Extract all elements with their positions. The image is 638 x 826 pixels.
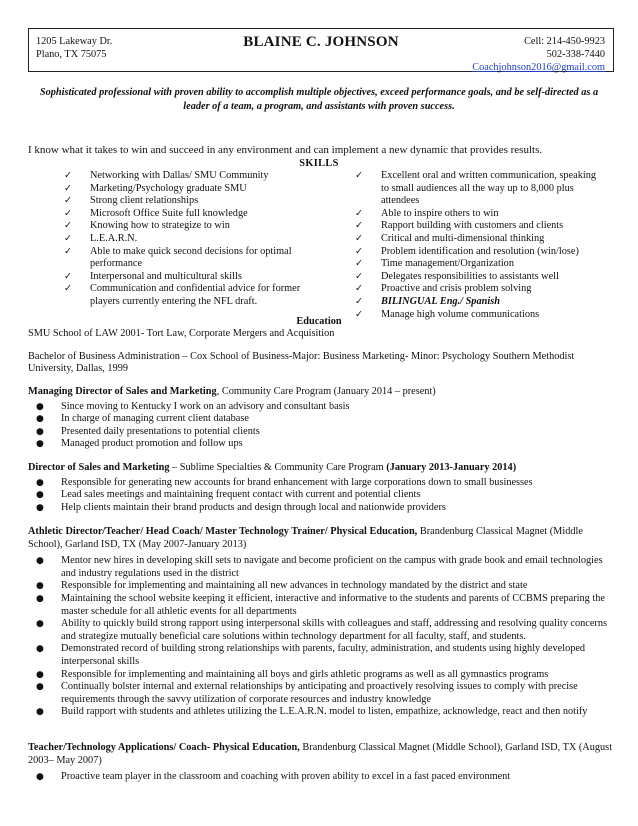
job-bullet: ● Ability to quickly build strong rapport using interpersonal skills with colleagues and staff, addressing and resolving quality concerns and strategize mutually beneficial care solutions within technology department for all faculty, staff, and students. — [36, 618, 608, 642]
bullet-icon: ● — [36, 490, 44, 501]
job-title: Managing Director of Sales and Marketing — [28, 386, 217, 397]
contact-block — [472, 35, 605, 74]
bullet-icon: ● — [36, 401, 44, 412]
check-icon: ✓ — [355, 295, 363, 307]
cell-phone: Cell: 214-450-9923 — [524, 36, 605, 47]
education-heading: Education — [296, 316, 342, 327]
bullet-icon: ● — [36, 593, 44, 604]
bullet-icon: ● — [36, 426, 44, 437]
job-teacher-technology — [28, 742, 618, 784]
check-icon: ✓ — [64, 270, 72, 282]
skill-item: ✓ L.E.A.R.N. — [64, 232, 138, 244]
skill-item: ✓ Manage high volume communications — [355, 308, 540, 320]
job-bullet: ● Help clients maintain their brand products and design through local and nationwide providers — [36, 501, 446, 513]
job-bullet: ● Lead sales meetings and maintaining frequent contact with current and potential clients — [36, 489, 421, 501]
skill-item: ✓ Networking with Dallas/ SMU Community — [64, 170, 269, 181]
job-title: Director of Sales and Marketing — [28, 462, 170, 473]
professional-summary: Sophisticated professional with proven ability to accomplish multiple objectives, exceed performance goals, and be self-directed as a leader of a team, a program, and assistants with proven success. — [39, 87, 599, 112]
bullet-icon: ● — [36, 772, 44, 783]
skills-right-column — [355, 170, 605, 321]
check-icon: ✓ — [64, 283, 72, 295]
job-athletic-director — [28, 526, 618, 719]
bullet-icon: ● — [36, 669, 44, 680]
job-heading — [28, 526, 618, 551]
job-title: Athletic Director/Teacher/ Head Coach/ Master Technology Trainer/ Physical Education, — [28, 526, 418, 537]
job-bullet: ● Responsible for implementing and maintaining all boys and girls athletic programs as well as all gymnastics programs — [36, 668, 549, 680]
address-line-2: Plano, TX 75075 — [36, 49, 107, 60]
skill-item: ✓ Able to inspire others to win — [355, 207, 499, 219]
bullet-icon: ● — [36, 502, 44, 513]
job-heading — [28, 742, 618, 767]
check-icon: ✓ — [64, 195, 72, 207]
skill-item: ✓ BILINGUAL Eng./ Spanish — [355, 295, 500, 307]
check-icon: ✓ — [355, 220, 363, 232]
bullet-icon: ● — [36, 682, 44, 693]
skill-item: ✓ Microsoft Office Suite full knowledge — [64, 207, 248, 219]
skill-item: ✓ Knowing how to strategize to win — [64, 220, 230, 232]
job-details: , Community Care Program (January 2014 – present) — [216, 386, 436, 397]
check-icon: ✓ — [355, 170, 363, 181]
check-icon: ✓ — [64, 220, 72, 232]
bullet-icon: ● — [36, 414, 44, 425]
job-heading — [28, 462, 618, 475]
job-details: – Sublime Specialties & Community Care Program — [169, 462, 387, 473]
check-icon: ✓ — [355, 207, 363, 219]
bullet-icon: ● — [36, 707, 44, 718]
check-icon: ✓ — [355, 258, 363, 270]
job-details: Brandenburg Classical Magnet (Middle School), Garland ISD, TX (May 2007-January 2013) — [28, 526, 583, 550]
job-bullet: ● Since moving to Kentucky I work on an advisory and consultant basis — [36, 400, 350, 412]
skill-item: ✓ Proactive and crisis problem solving — [355, 283, 532, 295]
bullet-icon: ● — [36, 644, 44, 655]
job-bullet: ● Proactive team player in the classroom and coaching with proven ability to excel in a fast paced environment — [36, 771, 511, 783]
education-section — [28, 328, 618, 376]
objective-statement: I know what it takes to win and succeed in any environment and can implement a new dynamic that provides results. — [28, 144, 543, 156]
bullet-icon: ● — [36, 477, 44, 488]
skill-item: ✓ Delegates responsibilities to assistants well — [355, 270, 559, 282]
job-bullet: ● Continually bolster internal and external relationships by anticipating and proactively resolving issues to comply with precise requirements through the savvy utilization of corporate resources and industry knowledge — [36, 681, 578, 705]
check-icon: ✓ — [64, 245, 72, 257]
job-heading — [28, 386, 618, 399]
skill-item: ✓ Strong client relationships — [64, 195, 199, 207]
check-icon: ✓ — [355, 232, 363, 244]
skill-item: ✓ Rapport building with customers and clients — [355, 220, 564, 232]
check-icon: ✓ — [355, 270, 363, 282]
skill-item: ✓ Excellent oral and written communication, speaking to small audiences all the way up to 8,000 plus attendees — [355, 170, 597, 207]
check-icon: ✓ — [64, 170, 72, 181]
skill-item: ✓ Interpersonal and multicultural skills — [64, 270, 242, 282]
address-line-1: 1205 Lakeway Dr. — [36, 36, 113, 47]
job-title: Teacher/Technology Applications/ Coach- Physical Education, — [28, 742, 300, 753]
skills-left-column — [64, 170, 324, 309]
job-managing-director — [28, 386, 618, 451]
education-bachelor: Bachelor of Business Administration – Cox School of Business-Major: Business Marketing- Minor: Psychology Southern Methodist University, Dallas, 1999 — [28, 350, 575, 375]
job-details: Brandenburg Classical Magnet (Middle School), Garland ISD, TX (August 2003– May 2007) — [28, 742, 613, 766]
job-bullet: ● Mentor new hires in developing skill sets to navigate and become proficient on the campus with grade book and email technologies and industry regulations used in the district — [36, 555, 603, 579]
email-link[interactable]: Coachjohnson2016@gmail.com — [472, 62, 605, 73]
skill-item: ✓ Able to make quick second decisions for optimal performance — [64, 245, 292, 270]
skills-heading: SKILLS — [299, 158, 339, 169]
job-bullet: ● Responsible for generating new accounts for brand enhancement with large corporations down to small businesses — [36, 476, 533, 488]
header-box — [28, 28, 614, 72]
job-bullet: ● In charge of managing current client database — [36, 413, 249, 425]
check-icon: ✓ — [64, 207, 72, 219]
skill-item: ✓ Critical and multi-dimensional thinking — [355, 232, 545, 244]
second-phone: 502-338-7440 — [546, 49, 605, 60]
job-bullet: ● Maintaining the school website keeping it efficient, interactive and informative to the students and parents of CCBMS preparing the master schedule for all athletic events for all departments — [36, 592, 605, 617]
job-bullet: ● Responsible for implementing and maintaining all new advances in technology mandated by the district and state — [36, 580, 528, 592]
check-icon: ✓ — [355, 245, 363, 257]
job-bullet: ● Presented daily presentations to potential clients — [36, 425, 260, 437]
skill-item: ✓ Marketing/Psychology graduate SMU — [64, 182, 247, 194]
check-icon: ✓ — [64, 182, 72, 194]
bullet-icon: ● — [36, 439, 44, 450]
education-law: SMU School of LAW 2001- Tort Law, Corporate Mergers and Acquisition — [28, 328, 335, 339]
bullet-icon: ● — [36, 556, 44, 567]
skill-item: ✓ Time management/Organization — [355, 258, 514, 270]
check-icon: ✓ — [64, 232, 72, 244]
bullet-icon: ● — [36, 581, 44, 592]
job-director-sales — [28, 462, 618, 514]
candidate-name: BLAINE C. JOHNSON — [243, 34, 399, 50]
check-icon: ✓ — [355, 308, 363, 320]
job-dates: (January 2013-January 2014) — [386, 462, 517, 473]
job-bullet: ● Managed product promotion and follow ups — [36, 438, 243, 450]
job-bullet: ● Build rapport with students and athletes utilizing the L.E.A.R.N. model to listen, empathize, acknowledge, react and then notify — [36, 706, 588, 718]
skill-item: ✓ Communication and confidential advice for former players currently entering the NFL draft. — [64, 283, 301, 307]
bullet-icon: ● — [36, 619, 44, 630]
skill-item: ✓ Problem identification and resolution (win/lose) — [355, 245, 579, 257]
check-icon: ✓ — [355, 283, 363, 295]
job-bullet: ● Demonstrated record of building strong relationships with parents, faculty, administration, and students using highly developed interpersonal skills — [36, 643, 586, 667]
